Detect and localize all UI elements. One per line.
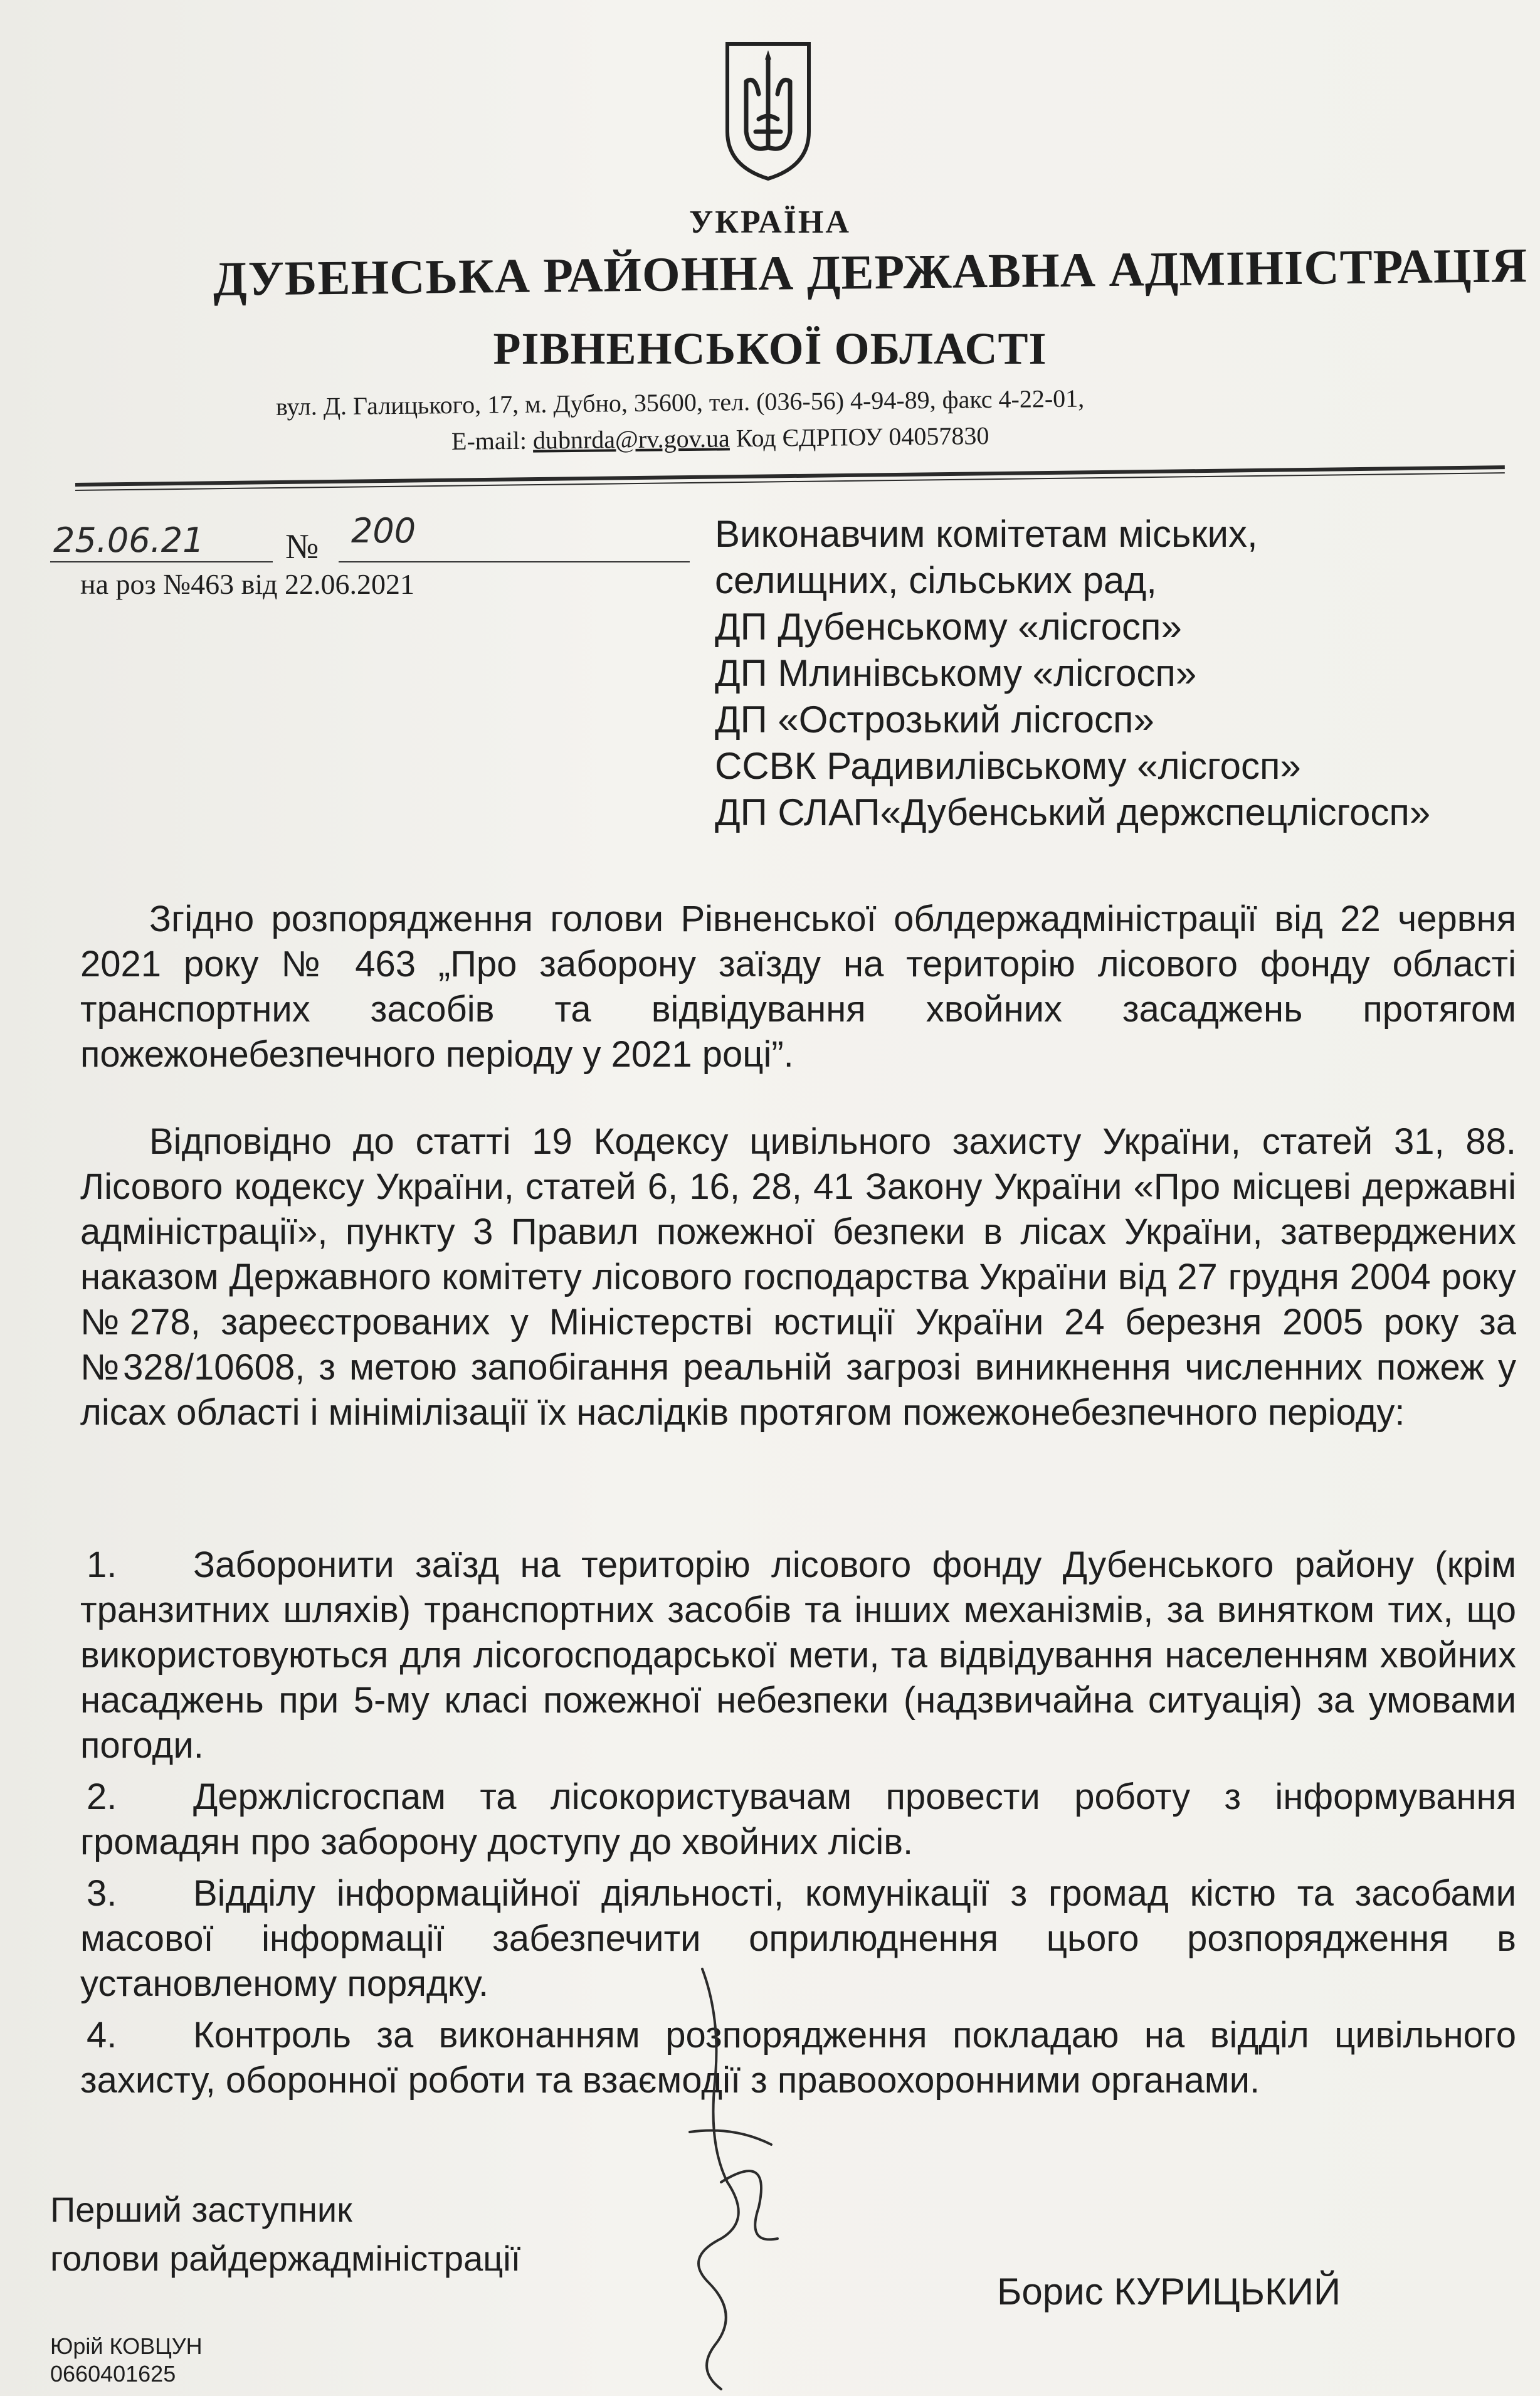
date-line: [50, 561, 273, 562]
header-contacts: [451, 421, 989, 456]
item-number: 1.: [87, 1544, 117, 1585]
email-label: E-mail:: [451, 426, 534, 455]
item-text: Заборонити заїзд на територію лісового фонду Дубенського району (крім транзитних шляхів) транспортних засобів та інших механізмів, за винятком тих, що використовуються для лісогосподарської мети, та відвідування населенням хвойних насаджень при 5-му класі пожежної небезпеки (надзвичайна ситуація) за умовами погоди.: [80, 1544, 1516, 1766]
addressee-line: ДП СЛАП«Дубенський держспецлісгосп»: [715, 791, 1431, 833]
item-text: Держлісгоспам та лісокористувачам провести роботу з інформування громадян про заборону доступу до хвойних лісів.: [80, 1776, 1516, 1862]
registration-number: 200: [351, 511, 416, 551]
addressee-line: селищних, сільських рад,: [715, 559, 1157, 601]
addressee-line: ДП Млинівському «лісгосп»: [715, 652, 1197, 694]
body-paragraph-1: Згідно розпорядження голови Рівненської облдержадміністрації від 22 червня 2021 року № 463 „Про заборону заїзду на територію лісового фонду області транспортних засобів та відвідування хвойних засаджень протягом пожежонебезпечного періоду у 2021 році”.: [80, 899, 1516, 1075]
addressee-line: ДП «Острозький лісгосп»: [715, 699, 1154, 741]
header-administration: ДУБЕНСЬКА РАЙОННА ДЕРЖАВНА АДМІНІСТРАЦІЯ: [213, 238, 1528, 306]
order-item: [80, 1775, 1516, 1865]
executor-block: [50, 2333, 203, 2388]
reply-reference: на роз №463 від 22.06.2021: [80, 568, 414, 600]
edrpou-code: Код ЄДРПОУ 04057830: [729, 421, 989, 453]
signatory-name: Борис КУРИЦЬКИЙ: [997, 2271, 1341, 2313]
coat-of-arms-icon: [721, 38, 815, 182]
item-text: Контроль за виконанням розпорядження покладаю на відділ цивільного захисту, оборонної роботи та взаємодії з правоохоронними органами.: [80, 2015, 1516, 2101]
addressee-line: ССВК Радивилівському «лісгосп»: [715, 745, 1301, 787]
executor-name: Юрій КОВЦУН: [50, 2333, 203, 2359]
addressees-block: [715, 511, 1430, 836]
position-line-1: Перший заступник: [50, 2190, 352, 2229]
item-number: 3.: [87, 1873, 117, 1914]
number-line: [339, 561, 690, 562]
header-oblast: РІВНЕНСЬКОЇ ОБЛАСТІ: [493, 324, 1047, 374]
email-link[interactable]: dubnrda@rv.gov.ua: [532, 424, 730, 455]
item-number: 4.: [87, 2015, 117, 2056]
addressee-line: ДП Дубенському «лісгосп»: [715, 606, 1182, 648]
position-line-2: голови райдержадміністрації: [50, 2239, 521, 2278]
handwritten-signature-icon: [627, 1944, 840, 2395]
order-item: [80, 1543, 1516, 1768]
signatory-position: [50, 2185, 520, 2283]
number-sign: №: [285, 527, 319, 566]
body-paragraph-2: Відповідно до статті 19 Кодексу цивільного захисту України, статей 31, 88. Лісового кодексу України, статей 6, 16, 28, 41 Закону України «Про місцеві державні адміністрації», пункту 3 Правил пожежної безпеки в лісах України, затверджених наказом Державного комітету лісового господарства України від 27 грудня 2004 року №278, зареєстрованих у Міністерстві юстиції України 24 березня 2005 року за №328/10608, з метою запобігання реальній загрозі виникнення численних пожеж у лісах області і мінімілізації їх наслідків протягом пожежонебезпечного періоду:: [80, 1121, 1516, 1433]
registration-date: 25.06.21: [53, 520, 204, 560]
executor-phone: 0660401625: [50, 2361, 176, 2387]
header-country: УКРАЇНА: [689, 204, 851, 240]
header-address: вул. Д. Галицького, 17, м. Дубно, 35600, тел. (036-56) 4-94-89, факс 4-22-01,: [275, 384, 1085, 421]
item-text: Відділу інформаційної діяльності, комунікації з громад кістю та засобами масової інформації забезпечити оприлюднення цього розпорядження в установленому порядку.: [80, 1873, 1516, 2004]
item-number: 2.: [87, 1776, 117, 1817]
addressee-line: Виконавчим комітетам міських,: [715, 513, 1258, 555]
